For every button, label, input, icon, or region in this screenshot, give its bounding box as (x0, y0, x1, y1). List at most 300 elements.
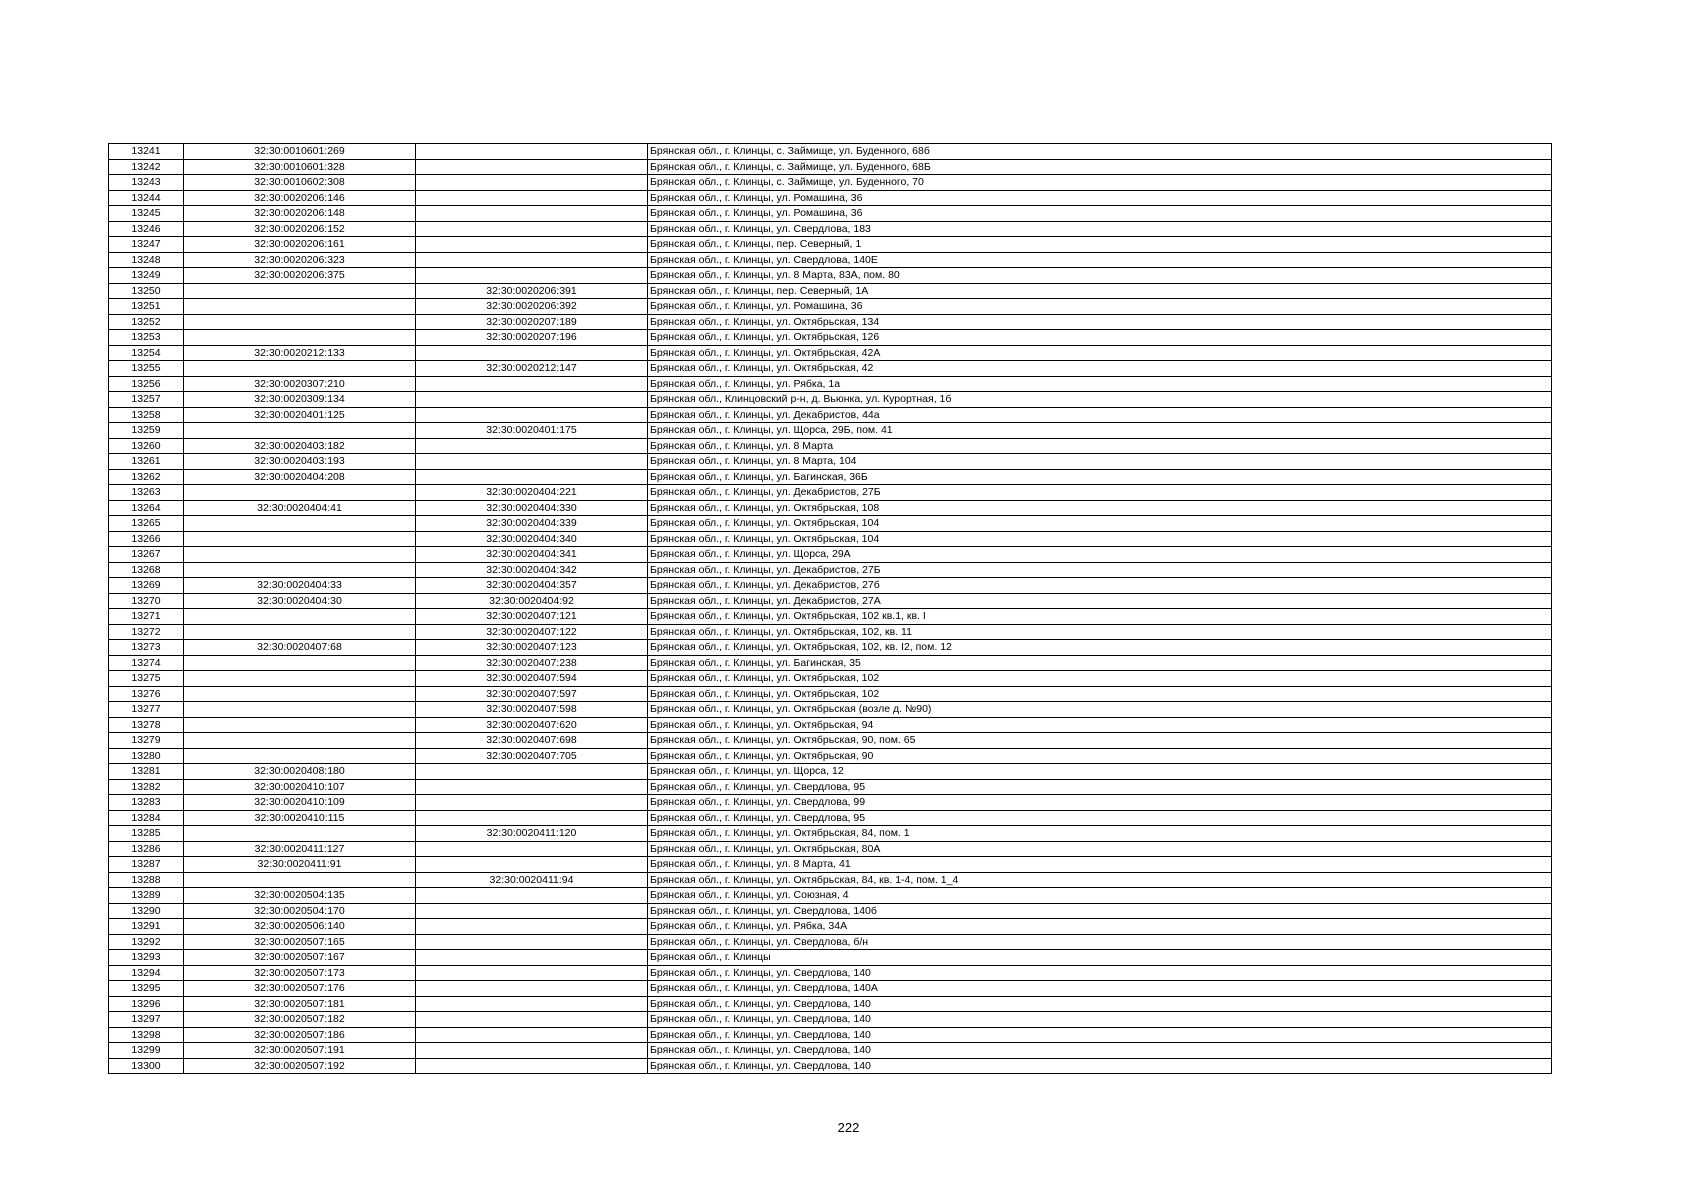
record-number-cell: 13249 (109, 268, 184, 284)
address-cell: Брянская обл., г. Клинцы, ул. Октябрьская, 102 (648, 671, 1552, 687)
table-row (109, 1043, 1552, 1059)
record-number-cell: 13247 (109, 237, 184, 253)
address-cell: Брянская обл., г. Клинцы, ул. Декабристов, 27А (648, 593, 1552, 609)
address-cell: Брянская обл., г. Клинцы, ул. Октябрьская, 80А (648, 841, 1552, 857)
record-number-cell: 13269 (109, 578, 184, 594)
table-row (109, 144, 1552, 160)
address-cell: Брянская обл., г. Клинцы, ул. Октябрьская, 42А (648, 345, 1552, 361)
address-cell: Брянская обл., г. Клинцы, ул. Октябрьская, 102 (648, 686, 1552, 702)
record-number-cell: 13278 (109, 717, 184, 733)
table-row (109, 717, 1552, 733)
cadastral-number-2-cell (416, 981, 648, 997)
table-row (109, 748, 1552, 764)
cadastral-number-2-cell (416, 919, 648, 935)
address-cell: Брянская обл., г. Клинцы, ул. Октябрьская, 134 (648, 314, 1552, 330)
address-cell: Брянская обл., г. Клинцы, ул. Свердлова, 95 (648, 779, 1552, 795)
cadastral-number-cell: 32:30:0020403:182 (184, 438, 416, 454)
record-number-cell: 13294 (109, 965, 184, 981)
record-number-cell: 13290 (109, 903, 184, 919)
record-number-cell: 13253 (109, 330, 184, 346)
record-number-cell: 13299 (109, 1043, 184, 1059)
cadastral-number-2-cell (416, 841, 648, 857)
table-row (109, 175, 1552, 191)
cadastral-number-cell (184, 485, 416, 501)
address-cell: Брянская обл., г. Клинцы, с. Займище, ул. Буденного, 68Б (648, 159, 1552, 175)
cadastral-number-cell (184, 733, 416, 749)
address-cell: Брянская обл., г. Клинцы, ул. Ромашина, 36 (648, 190, 1552, 206)
address-cell: Брянская обл., г. Клинцы, ул. Свердлова, 140 (648, 965, 1552, 981)
table-row (109, 237, 1552, 253)
cadastral-number-cell: 32:30:0020206:146 (184, 190, 416, 206)
address-cell: Брянская обл., Клинцовский р-н, д. Вьюнка, ул. Курортная, 1б (648, 392, 1552, 408)
address-cell: Брянская обл., г. Клинцы, ул. Рябка, 34А (648, 919, 1552, 935)
table-row (109, 206, 1552, 222)
record-number-cell: 13292 (109, 934, 184, 950)
cadastral-number-2-cell (416, 764, 648, 780)
cadastral-number-2-cell: 32:30:0020206:391 (416, 283, 648, 299)
cadastral-number-cell (184, 671, 416, 687)
cadastral-number-2-cell: 32:30:0020212:147 (416, 361, 648, 377)
cadastral-number-2-cell: 32:30:0020404:92 (416, 593, 648, 609)
cadastral-number-2-cell: 32:30:0020404:330 (416, 500, 648, 516)
cadastral-number-2-cell (416, 888, 648, 904)
address-cell: Брянская обл., г. Клинцы, ул. Октябрьская, 102, кв. 11 (648, 624, 1552, 640)
cadastral-number-cell: 32:30:0020408:180 (184, 764, 416, 780)
table-row (109, 454, 1552, 470)
page-number: 222 (837, 1120, 860, 1135)
table-row (109, 283, 1552, 299)
cadastral-number-2-cell: 32:30:0020401:175 (416, 423, 648, 439)
cadastral-number-cell: 32:30:0020410:107 (184, 779, 416, 795)
cadastral-number-2-cell (416, 1043, 648, 1059)
cadastral-number-cell (184, 531, 416, 547)
address-cell: Брянская обл., г. Клинцы, ул. Свердлова, 95 (648, 810, 1552, 826)
cadastral-number-2-cell: 32:30:0020407:121 (416, 609, 648, 625)
cadastral-number-cell (184, 330, 416, 346)
record-number-cell: 13256 (109, 376, 184, 392)
address-cell: Брянская обл., г. Клинцы, ул. Октябрьская, 104 (648, 531, 1552, 547)
cadastral-number-cell: 32:30:0020401:125 (184, 407, 416, 423)
table-row (109, 934, 1552, 950)
address-cell: Брянская обл., г. Клинцы, ул. Щорса, 29А (648, 547, 1552, 563)
cadastral-number-cell: 32:30:0020309:134 (184, 392, 416, 408)
address-cell: Брянская обл., г. Клинцы, ул. Октябрьская, 90, пом. 65 (648, 733, 1552, 749)
cadastral-number-2-cell (416, 1012, 648, 1028)
cadastral-number-cell: 32:30:0010601:269 (184, 144, 416, 160)
table-row (109, 345, 1552, 361)
cadastral-number-2-cell (416, 175, 648, 191)
cadastral-number-cell: 32:30:0020407:68 (184, 640, 416, 656)
record-number-cell: 13257 (109, 392, 184, 408)
table-row (109, 361, 1552, 377)
address-cell: Брянская обл., г. Клинцы, ул. Свердлова, 183 (648, 221, 1552, 237)
address-cell: Брянская обл., г. Клинцы, ул. Декабристов, 27Б (648, 485, 1552, 501)
record-number-cell: 13274 (109, 655, 184, 671)
cadastral-number-2-cell: 32:30:0020404:342 (416, 562, 648, 578)
address-cell: Брянская обл., г. Клинцы, ул. Октябрьская, 90 (648, 748, 1552, 764)
record-number-cell: 13266 (109, 531, 184, 547)
cadastral-number-cell: 32:30:0020507:176 (184, 981, 416, 997)
cadastral-number-2-cell (416, 252, 648, 268)
cadastral-number-cell: 32:30:0020411:91 (184, 857, 416, 873)
table-row (109, 190, 1552, 206)
record-number-cell: 13268 (109, 562, 184, 578)
record-number-cell: 13285 (109, 826, 184, 842)
record-number-cell: 13267 (109, 547, 184, 563)
table-row (109, 826, 1552, 842)
address-cell: Брянская обл., г. Клинцы, ул. Октябрьская, 94 (648, 717, 1552, 733)
table-row (109, 872, 1552, 888)
cadastral-number-cell: 32:30:0020410:115 (184, 810, 416, 826)
cadastral-number-cell: 32:30:0020404:30 (184, 593, 416, 609)
address-cell: Брянская обл., г. Клинцы, ул. Октябрьская, 102, кв. I2, пом. 12 (648, 640, 1552, 656)
record-number-cell: 13261 (109, 454, 184, 470)
cadastral-number-cell (184, 609, 416, 625)
cadastral-number-cell (184, 361, 416, 377)
address-cell: Брянская обл., г. Клинцы, ул. 8 Марта, 104 (648, 454, 1552, 470)
cadastral-number-2-cell: 32:30:0020404:357 (416, 578, 648, 594)
cadastral-number-cell (184, 624, 416, 640)
record-number-cell: 13255 (109, 361, 184, 377)
cadastral-number-2-cell (416, 903, 648, 919)
record-number-cell: 13250 (109, 283, 184, 299)
record-number-cell: 13288 (109, 872, 184, 888)
cadastral-number-2-cell: 32:30:0020411:120 (416, 826, 648, 842)
cadastral-number-cell: 32:30:0020206:375 (184, 268, 416, 284)
address-cell: Брянская обл., г. Клинцы, ул. Багинская, 35 (648, 655, 1552, 671)
address-cell: Брянская обл., г. Клинцы, ул. Декабристов, 27Б (648, 562, 1552, 578)
table-row (109, 857, 1552, 873)
table-row (109, 376, 1552, 392)
cadastral-number-cell: 32:30:0020206:152 (184, 221, 416, 237)
cadastral-number-2-cell: 32:30:0020404:221 (416, 485, 648, 501)
cadastral-number-cell: 32:30:0020504:170 (184, 903, 416, 919)
address-cell: Брянская обл., г. Клинцы, ул. 8 Марта, 83А, пом. 80 (648, 268, 1552, 284)
table-row (109, 1058, 1552, 1074)
cadastral-number-2-cell (416, 1058, 648, 1074)
address-cell: Брянская обл., г. Клинцы, ул. Свердлова, 99 (648, 795, 1552, 811)
record-number-cell: 13289 (109, 888, 184, 904)
record-number-cell: 13300 (109, 1058, 184, 1074)
cadastral-number-2-cell (416, 392, 648, 408)
record-number-cell: 13272 (109, 624, 184, 640)
record-number-cell: 13296 (109, 996, 184, 1012)
record-number-cell: 13242 (109, 159, 184, 175)
address-cell: Брянская обл., г. Клинцы, ул. Октябрьская, 42 (648, 361, 1552, 377)
table-row (109, 996, 1552, 1012)
cadastral-number-2-cell (416, 237, 648, 253)
cadastral-number-cell (184, 686, 416, 702)
record-number-cell: 13244 (109, 190, 184, 206)
address-cell: Брянская обл., г. Клинцы, ул. Рябка, 1а (648, 376, 1552, 392)
address-cell: Брянская обл., г. Клинцы, ул. Октябрьская, 108 (648, 500, 1552, 516)
table-row (109, 810, 1552, 826)
cadastral-number-2-cell (416, 376, 648, 392)
cadastral-number-2-cell (416, 438, 648, 454)
cadastral-number-cell: 32:30:0020206:323 (184, 252, 416, 268)
table-row (109, 686, 1552, 702)
table-row (109, 950, 1552, 966)
cadastral-number-cell (184, 748, 416, 764)
record-number-cell: 13243 (109, 175, 184, 191)
table-row (109, 795, 1552, 811)
cadastral-number-2-cell (416, 345, 648, 361)
cadastral-number-2-cell (416, 190, 648, 206)
table-row (109, 1027, 1552, 1043)
cadastral-number-2-cell: 32:30:0020407:705 (416, 748, 648, 764)
record-number-cell: 13279 (109, 733, 184, 749)
record-number-cell: 13283 (109, 795, 184, 811)
table-row (109, 903, 1552, 919)
cadastral-number-cell: 32:30:0010602:308 (184, 175, 416, 191)
table-row (109, 547, 1552, 563)
address-cell: Брянская обл., г. Клинцы, ул. Союзная, 4 (648, 888, 1552, 904)
address-cell: Брянская обл., г. Клинцы, с. Займище, ул. Буденного, 70 (648, 175, 1552, 191)
table-row (109, 268, 1552, 284)
table-row (109, 578, 1552, 594)
cadastral-number-2-cell: 32:30:0020407:594 (416, 671, 648, 687)
record-number-cell: 13273 (109, 640, 184, 656)
address-cell: Брянская обл., г. Клинцы, ул. Свердлова, 140б (648, 903, 1552, 919)
address-cell: Брянская обл., г. Клинцы, с. Займище, ул. Буденного, 68б (648, 144, 1552, 160)
table-row (109, 624, 1552, 640)
address-cell: Брянская обл., г. Клинцы, ул. Свердлова, б/н (648, 934, 1552, 950)
record-number-cell: 13246 (109, 221, 184, 237)
address-cell: Брянская обл., г. Клинцы (648, 950, 1552, 966)
cadastral-number-cell: 32:30:0020506:140 (184, 919, 416, 935)
cadastral-number-cell (184, 872, 416, 888)
address-cell: Брянская обл., г. Клинцы, пер. Северный, 1 (648, 237, 1552, 253)
table-row (109, 1012, 1552, 1028)
cadastral-number-cell (184, 547, 416, 563)
record-number-cell: 13258 (109, 407, 184, 423)
record-number-cell: 13298 (109, 1027, 184, 1043)
record-number-cell: 13277 (109, 702, 184, 718)
table-row (109, 330, 1552, 346)
cadastral-number-2-cell: 32:30:0020206:392 (416, 299, 648, 315)
cadastral-number-cell: 32:30:0020507:173 (184, 965, 416, 981)
registry-table (108, 143, 1552, 1074)
address-cell: Брянская обл., г. Клинцы, ул. Щорса, 29Б, пом. 41 (648, 423, 1552, 439)
table-row (109, 299, 1552, 315)
cadastral-number-2-cell: 32:30:0020207:189 (416, 314, 648, 330)
address-cell: Брянская обл., г. Клинцы, ул. Октябрьская, 84, пом. 1 (648, 826, 1552, 842)
record-number-cell: 13248 (109, 252, 184, 268)
cadastral-number-cell: 32:30:0020411:127 (184, 841, 416, 857)
cadastral-number-cell (184, 826, 416, 842)
address-cell: Брянская обл., г. Клинцы, ул. Щорса, 12 (648, 764, 1552, 780)
cadastral-number-cell: 32:30:0020206:148 (184, 206, 416, 222)
cadastral-number-cell: 32:30:0020507:182 (184, 1012, 416, 1028)
table-row (109, 888, 1552, 904)
table-row (109, 221, 1552, 237)
address-cell: Брянская обл., г. Клинцы, ул. Декабристов, 44а (648, 407, 1552, 423)
record-number-cell: 13286 (109, 841, 184, 857)
record-number-cell: 13263 (109, 485, 184, 501)
record-number-cell: 13259 (109, 423, 184, 439)
cadastral-number-cell: 32:30:0020404:41 (184, 500, 416, 516)
cadastral-number-2-cell (416, 206, 648, 222)
cadastral-number-2-cell (416, 934, 648, 950)
cadastral-number-2-cell: 32:30:0020407:238 (416, 655, 648, 671)
address-cell: Брянская обл., г. Клинцы, ул. 8 Марта, 41 (648, 857, 1552, 873)
record-number-cell: 13284 (109, 810, 184, 826)
table-row (109, 438, 1552, 454)
cadastral-number-2-cell (416, 454, 648, 470)
record-number-cell: 13291 (109, 919, 184, 935)
address-cell: Брянская обл., г. Клинцы, ул. Свердлова, 140 (648, 1027, 1552, 1043)
record-number-cell: 13297 (109, 1012, 184, 1028)
cadastral-number-cell: 32:30:0020507:191 (184, 1043, 416, 1059)
address-cell: Брянская обл., г. Клинцы, ул. 8 Марта (648, 438, 1552, 454)
record-number-cell: 13245 (109, 206, 184, 222)
table-row (109, 733, 1552, 749)
table-row (109, 965, 1552, 981)
cadastral-number-cell: 32:30:0020504:135 (184, 888, 416, 904)
table-row (109, 593, 1552, 609)
cadastral-number-2-cell: 32:30:0020404:340 (416, 531, 648, 547)
record-number-cell: 13276 (109, 686, 184, 702)
record-number-cell: 13254 (109, 345, 184, 361)
table-row (109, 562, 1552, 578)
cadastral-number-cell: 32:30:0020206:161 (184, 237, 416, 253)
cadastral-number-2-cell: 32:30:0020407:620 (416, 717, 648, 733)
cadastral-number-2-cell: 32:30:0020407:122 (416, 624, 648, 640)
cadastral-number-cell (184, 516, 416, 532)
record-number-cell: 13282 (109, 779, 184, 795)
address-cell: Брянская обл., г. Клинцы, ул. Октябрьская, 84, кв. 1-4, пом. 1_4 (648, 872, 1552, 888)
cadastral-number-2-cell (416, 144, 648, 160)
cadastral-number-2-cell: 32:30:0020407:123 (416, 640, 648, 656)
cadastral-number-2-cell: 32:30:0020407:598 (416, 702, 648, 718)
table-row (109, 531, 1552, 547)
record-number-cell: 13271 (109, 609, 184, 625)
table-row (109, 671, 1552, 687)
cadastral-number-2-cell (416, 159, 648, 175)
cadastral-number-2-cell: 32:30:0020411:94 (416, 872, 648, 888)
table-row (109, 516, 1552, 532)
cadastral-number-2-cell: 32:30:0020404:339 (416, 516, 648, 532)
address-cell: Брянская обл., г. Клинцы, ул. Свердлова, 140 (648, 1058, 1552, 1074)
address-cell: Брянская обл., г. Клинцы, ул. Октябрьская, 102 кв.1, кв. I (648, 609, 1552, 625)
record-number-cell: 13287 (109, 857, 184, 873)
record-number-cell: 13252 (109, 314, 184, 330)
cadastral-number-cell (184, 299, 416, 315)
cadastral-number-2-cell (416, 268, 648, 284)
cadastral-number-cell (184, 314, 416, 330)
record-number-cell: 13293 (109, 950, 184, 966)
cadastral-number-2-cell (416, 996, 648, 1012)
address-cell: Брянская обл., г. Клинцы, ул. Свердлова, 140 (648, 1012, 1552, 1028)
address-cell: Брянская обл., г. Клинцы, ул. Октябрьская, 104 (648, 516, 1552, 532)
table-row (109, 469, 1552, 485)
cadastral-number-2-cell: 32:30:0020407:698 (416, 733, 648, 749)
address-cell: Брянская обл., г. Клинцы, ул. Свердлова, 140 (648, 1043, 1552, 1059)
table-row (109, 500, 1552, 516)
address-cell: Брянская обл., г. Клинцы, ул. Свердлова, 140Е (648, 252, 1552, 268)
cadastral-number-cell: 32:30:0020507:165 (184, 934, 416, 950)
record-number-cell: 13264 (109, 500, 184, 516)
record-number-cell: 13265 (109, 516, 184, 532)
table-row (109, 981, 1552, 997)
cadastral-number-2-cell (416, 1027, 648, 1043)
record-number-cell: 13241 (109, 144, 184, 160)
table-row (109, 655, 1552, 671)
cadastral-number-cell (184, 283, 416, 299)
table-row (109, 764, 1552, 780)
cadastral-number-cell (184, 655, 416, 671)
cadastral-number-2-cell (416, 407, 648, 423)
table-row (109, 407, 1552, 423)
cadastral-number-cell (184, 717, 416, 733)
cadastral-number-cell: 32:30:0020507:181 (184, 996, 416, 1012)
cadastral-number-cell: 32:30:0020507:186 (184, 1027, 416, 1043)
address-cell: Брянская обл., г. Клинцы, ул. Октябрьская (возле д. №90) (648, 702, 1552, 718)
table-row (109, 919, 1552, 935)
address-cell: Брянская обл., г. Клинцы, ул. Ромашина, 36 (648, 299, 1552, 315)
address-cell: Брянская обл., г. Клинцы, ул. Свердлова, 140 (648, 996, 1552, 1012)
table-row (109, 252, 1552, 268)
table-row (109, 841, 1552, 857)
record-number-cell: 13270 (109, 593, 184, 609)
record-number-cell: 13281 (109, 764, 184, 780)
cadastral-number-cell: 32:30:0020507:192 (184, 1058, 416, 1074)
cadastral-number-cell: 32:30:0020212:133 (184, 345, 416, 361)
table-row (109, 392, 1552, 408)
table-row (109, 423, 1552, 439)
cadastral-number-cell (184, 562, 416, 578)
table-row (109, 159, 1552, 175)
cadastral-number-2-cell: 32:30:0020404:341 (416, 547, 648, 563)
cadastral-number-2-cell (416, 779, 648, 795)
record-number-cell: 13260 (109, 438, 184, 454)
record-number-cell: 13275 (109, 671, 184, 687)
address-cell: Брянская обл., г. Клинцы, ул. Свердлова, 140А (648, 981, 1552, 997)
address-cell: Брянская обл., г. Клинцы, ул. Ромашина, 36 (648, 206, 1552, 222)
cadastral-number-cell: 32:30:0020404:33 (184, 578, 416, 594)
registry-table-body (109, 144, 1552, 1074)
table-row (109, 314, 1552, 330)
table-row (109, 485, 1552, 501)
address-cell: Брянская обл., г. Клинцы, ул. Октябрьская, 126 (648, 330, 1552, 346)
record-number-cell: 13295 (109, 981, 184, 997)
record-number-cell: 13280 (109, 748, 184, 764)
record-number-cell: 13262 (109, 469, 184, 485)
cadastral-number-2-cell (416, 810, 648, 826)
cadastral-number-2-cell (416, 950, 648, 966)
cadastral-number-2-cell (416, 965, 648, 981)
cadastral-number-cell (184, 423, 416, 439)
cadastral-number-cell: 32:30:0020307:210 (184, 376, 416, 392)
cadastral-number-2-cell: 32:30:0020207:196 (416, 330, 648, 346)
cadastral-number-cell: 32:30:0020507:167 (184, 950, 416, 966)
cadastral-number-2-cell (416, 795, 648, 811)
table-row (109, 609, 1552, 625)
cadastral-number-cell: 32:30:0010601:328 (184, 159, 416, 175)
cadastral-number-2-cell (416, 857, 648, 873)
table-row (109, 640, 1552, 656)
cadastral-number-cell (184, 702, 416, 718)
table-row (109, 779, 1552, 795)
table-row (109, 702, 1552, 718)
address-cell: Брянская обл., г. Клинцы, ул. Декабристов, 27б (648, 578, 1552, 594)
cadastral-number-cell: 32:30:0020403:193 (184, 454, 416, 470)
cadastral-number-2-cell (416, 469, 648, 485)
cadastral-number-2-cell (416, 221, 648, 237)
cadastral-number-2-cell: 32:30:0020407:597 (416, 686, 648, 702)
record-number-cell: 13251 (109, 299, 184, 315)
address-cell: Брянская обл., г. Клинцы, ул. Багинская, 36Б (648, 469, 1552, 485)
